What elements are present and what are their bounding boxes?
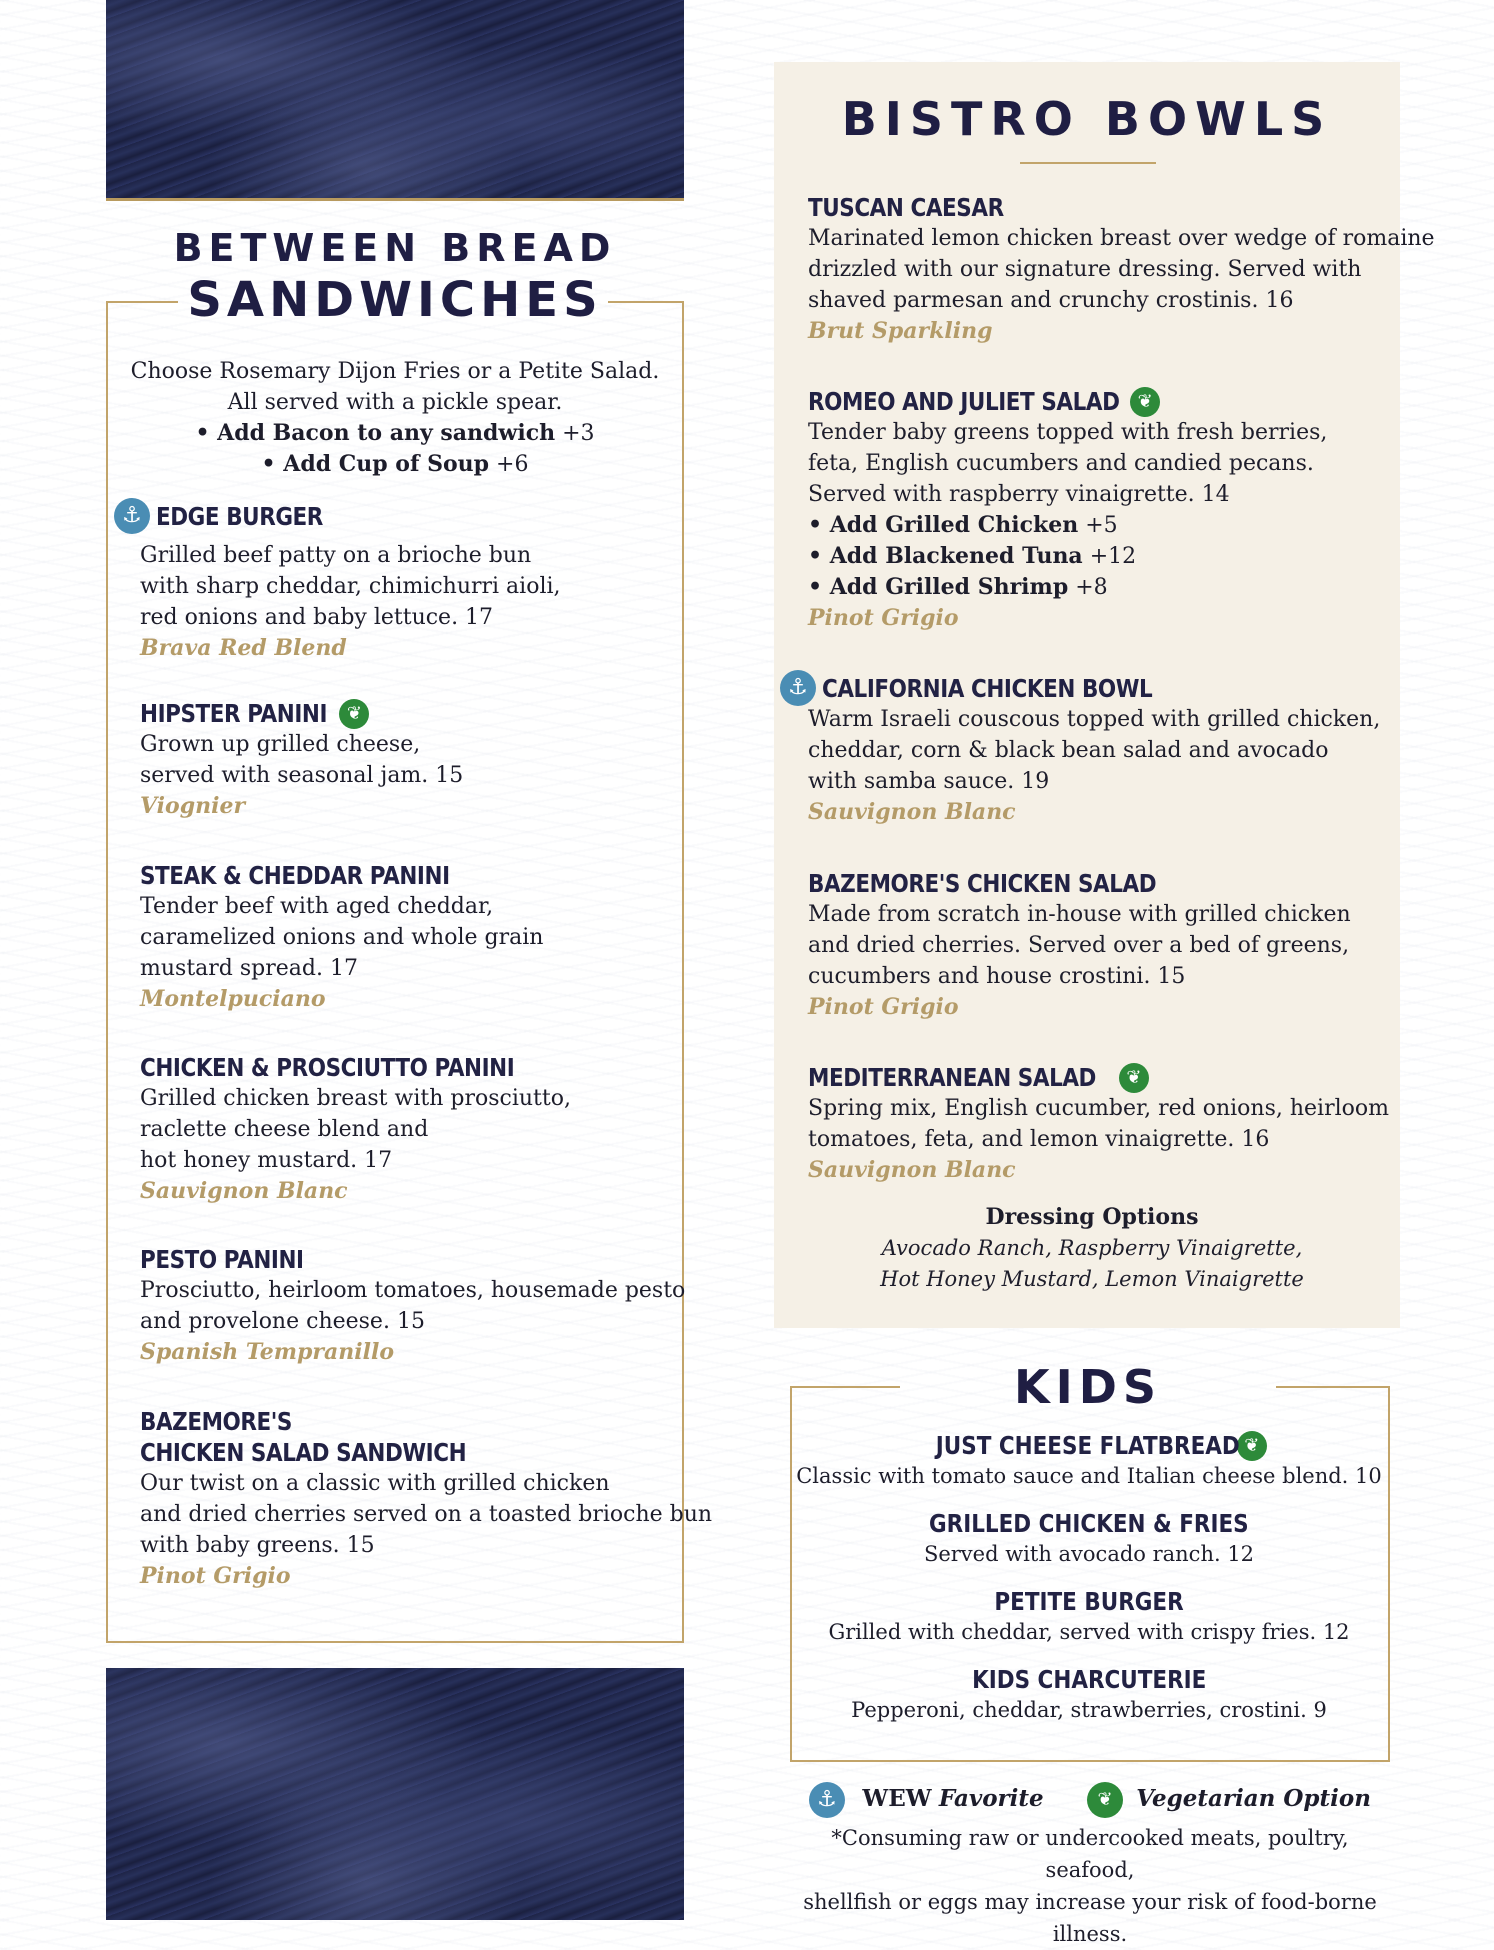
item-desc: caramelized onions and whole grain	[140, 925, 544, 950]
item-desc: Grilled chicken breast with prosciutto,	[140, 1086, 571, 1111]
item-name: BAZEMORE'S CHICKEN SALAD	[808, 869, 1157, 898]
wine-pairing: Pinot Grigio	[808, 605, 959, 631]
item-details	[808, 704, 1380, 828]
menu-item-steak-cheddar-panini	[140, 860, 543, 1015]
item-desc: with samba sauce. 19	[808, 769, 1050, 794]
wine-pairing: Montelpuciano	[140, 986, 326, 1012]
bistro-bowls-title: BISTRO BOWLS	[841, 92, 1333, 146]
wine-pairing: Pinot Grigio	[140, 1563, 291, 1589]
item-name: TUSCAN CAESAR	[808, 193, 1004, 222]
menu-item-pesto-panini	[140, 1244, 685, 1368]
item-desc: served with seasonal jam. 15	[140, 763, 464, 788]
legend-anchor-label: WEW	[862, 1785, 932, 1812]
item-desc: Grown up grilled cheese,	[140, 732, 421, 757]
addon-soup: • Add Cup of Soup +6	[261, 451, 529, 477]
item-name: MEDITERRANEAN SALAD	[808, 1063, 1096, 1092]
item-name: KIDS CHARCUTERIE	[971, 1665, 1207, 1694]
item-details	[140, 540, 561, 664]
menu-item-grilled-chicken-fries	[790, 1508, 1388, 1569]
menu-item-hipster-panini	[140, 698, 463, 822]
item-desc: hot honey mustard. 17	[140, 1148, 393, 1173]
item-name: PESTO PANINI	[140, 1245, 304, 1274]
dressing-options	[774, 1202, 1410, 1295]
item-desc: Prosciutto, heirloom tomatoes, housemade pesto	[140, 1278, 686, 1303]
item-desc: Marinated lemon chicken breast over wedge of romaine	[808, 226, 1435, 251]
item-desc: with baby greens. 15	[140, 1533, 375, 1558]
wine-pairing: Brava Red Blend	[140, 635, 347, 661]
menu-item-just-cheese-flatbread	[790, 1430, 1388, 1491]
addon-shrimp: • Add Grilled Shrimp +8	[808, 574, 1108, 600]
item-desc: red onions and baby lettuce. 17	[140, 605, 494, 630]
menu-item-kids-charcuterie	[790, 1664, 1388, 1725]
leaf-icon: ❦	[1130, 387, 1160, 417]
item-desc: Served with avocado ranch. 12	[923, 1542, 1255, 1566]
item-desc: and dried cherries. Served over a bed of greens,	[808, 933, 1350, 958]
item-desc: and dried cherries served on a toasted brioche bun	[140, 1502, 713, 1527]
ocean-photo-top	[106, 0, 684, 201]
anchor-icon: ⚓	[809, 1782, 845, 1818]
addon-chicken: • Add Grilled Chicken +5	[808, 512, 1118, 538]
item-desc: Warm Israeli couscous topped with grilled chicken,	[808, 707, 1381, 732]
wine-pairing: Viognier	[140, 793, 246, 819]
item-name: CHICKEN & PROSCIUTTO PANINI	[140, 1053, 515, 1082]
leaf-icon: ❦	[1087, 1782, 1123, 1818]
item-name: CALIFORNIA CHICKEN BOWL	[822, 673, 1153, 703]
menu-item-romeo-juliet-salad	[808, 386, 1327, 634]
item-desc: cucumbers and house crostini. 15	[808, 964, 1186, 989]
wine-pairing: Sauvignon Blanc	[808, 799, 1016, 825]
item-desc: and provelone cheese. 15	[140, 1309, 425, 1334]
item-desc: Served with raspberry vinaigrette. 14	[808, 482, 1230, 507]
intro-text: All served with a pickle spear.	[227, 390, 563, 415]
wine-pairing: Sauvignon Blanc	[808, 1157, 1016, 1183]
disclaimer-text: *Consuming raw or undercooked meats, poultry, seafood,	[831, 1826, 1349, 1882]
item-desc: with sharp cheddar, chimichurri aioli,	[140, 574, 561, 599]
divider	[1020, 162, 1156, 164]
legend-veg-label: Vegetarian Option	[1136, 1785, 1371, 1812]
wine-pairing: Pinot Grigio	[808, 994, 959, 1020]
sandwiches-title-line1: BETWEEN BREAD	[173, 226, 617, 270]
ocean-photo-bottom	[106, 1668, 684, 1920]
item-desc: tomatoes, feta, and lemon vinaigrette. 16	[808, 1127, 1270, 1152]
menu-item-bazemores-chicken-salad	[808, 868, 1351, 1023]
menu-item-california-chicken-bowl	[780, 670, 1206, 706]
item-name: CHICKEN SALAD SANDWICH	[140, 1438, 467, 1467]
wine-pairing: Sauvignon Blanc	[140, 1178, 348, 1204]
item-name: EDGE BURGER	[156, 501, 323, 531]
item-name: PETITE BURGER	[994, 1587, 1184, 1616]
item-desc: Classic with tomato sauce and Italian cheese blend. 10	[796, 1464, 1382, 1488]
item-name: JUST CHEESE FLATBREAD	[935, 1431, 1241, 1460]
legend	[790, 1782, 1390, 1818]
item-desc: Pepperoni, cheddar, strawberries, crostini. 9	[851, 1698, 1327, 1722]
anchor-icon: ⚓	[114, 498, 150, 534]
dressing-list: Hot Honey Mustard, Lemon Vinaigrette	[880, 1267, 1304, 1291]
item-desc: feta, English cucumbers and candied pecans.	[808, 451, 1314, 476]
kids-title: KIDS	[1013, 1360, 1163, 1414]
disclaimer-text: shellfish or eggs may increase your risk of food-borne illness.	[803, 1890, 1377, 1946]
intro-text: Choose Rosemary Dijon Fries or a Petite Salad.	[130, 359, 660, 384]
dressing-list: Avocado Ranch, Raspberry Vinaigrette,	[881, 1236, 1303, 1260]
item-desc: Spring mix, English cucumber, red onions, heirloom	[808, 1096, 1389, 1121]
item-desc: drizzled with our signature dressing. Served with	[808, 257, 1362, 282]
item-desc: Grilled beef patty on a brioche bun	[140, 543, 532, 568]
food-safety-disclaimer	[790, 1822, 1390, 1950]
item-desc: Tender baby greens topped with fresh berries,	[808, 420, 1328, 445]
menu-item-edge-burger	[114, 498, 350, 534]
item-desc: raclette cheese blend and	[140, 1117, 429, 1142]
item-name: BAZEMORE'S	[140, 1407, 292, 1436]
sandwiches-title-line2: SANDWICHES	[187, 272, 603, 328]
addon-tuna: • Add Blackened Tuna +12	[808, 543, 1137, 569]
sandwiches-intro	[108, 356, 682, 480]
menu-item-chicken-salad-sandwich	[140, 1406, 712, 1592]
item-name: GRILLED CHICKEN & FRIES	[929, 1509, 1249, 1538]
menu-item-petite-burger	[790, 1586, 1388, 1647]
legend-anchor-label: Favorite	[938, 1785, 1044, 1812]
leaf-icon: ❦	[1119, 1063, 1149, 1093]
leaf-icon: ❦	[339, 699, 369, 729]
leaf-icon: ❦	[1237, 1431, 1267, 1461]
wine-pairing: Brut Sparkling	[808, 318, 993, 344]
item-desc: Made from scratch in-house with grilled chicken	[808, 902, 1351, 927]
menu-item-chicken-prosciutto-panini	[140, 1052, 575, 1207]
addon-bacon: • Add Bacon to any sandwich +3	[195, 420, 595, 446]
wine-pairing: Spanish Tempranillo	[140, 1339, 395, 1365]
item-desc: Our twist on a classic with grilled chicken	[140, 1471, 610, 1496]
item-name: ROMEO AND JULIET SALAD	[808, 387, 1120, 416]
item-name: HIPSTER PANINI	[140, 699, 328, 728]
item-desc: Grilled with cheddar, served with crispy fries. 12	[828, 1620, 1350, 1644]
item-name: STEAK & CHEDDAR PANINI	[140, 861, 450, 890]
item-desc: cheddar, corn & black bean salad and avocado	[808, 738, 1329, 763]
item-desc: Tender beef with aged cheddar,	[140, 894, 494, 919]
menu-item-mediterranean-salad	[808, 1062, 1389, 1186]
menu-item-tuscan-caesar	[808, 192, 1435, 347]
dressing-title: Dressing Options	[985, 1204, 1199, 1230]
item-desc: mustard spread. 17	[140, 956, 358, 981]
anchor-icon: ⚓	[780, 670, 816, 706]
item-desc: shaved parmesan and crunchy crostinis. 16	[808, 288, 1294, 313]
